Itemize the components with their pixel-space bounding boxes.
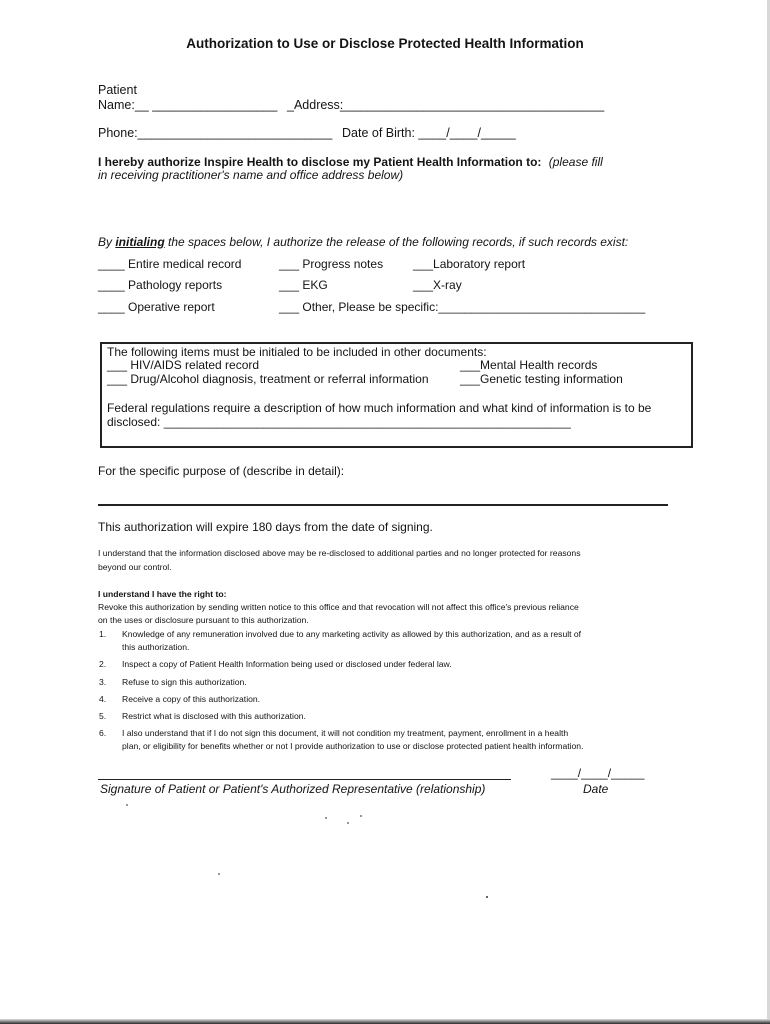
signature-date-field[interactable]: ____/____/_____ — [551, 766, 645, 780]
record-xray[interactable]: ___X-ray — [413, 278, 462, 292]
address-label: _Address: — [287, 98, 344, 112]
federal-regulations-text: Federal regulations require a description of how much information and what kind of information is to be — [107, 401, 652, 415]
scan-speck — [360, 815, 362, 817]
scan-speck — [486, 896, 488, 898]
revoke-text-continued: on the uses or disclosure pursuant to this authorization. — [98, 615, 309, 625]
purpose-label: For the specific purpose of (describe in detail): — [98, 464, 345, 478]
right-number-4: 4. — [99, 694, 107, 704]
purpose-line[interactable] — [98, 504, 668, 506]
rights-heading: I understand I have the right to: — [98, 589, 227, 599]
authorize-statement — [98, 155, 603, 169]
right-item-3: Refuse to sign this authorization. — [122, 677, 247, 687]
records-intro-post: the spaces below, I authorize the release of the following records, if such records exist: — [164, 235, 629, 249]
scan-speck — [347, 822, 349, 824]
signature-line[interactable] — [98, 779, 511, 780]
records-intro-initialing: initialing — [115, 235, 165, 249]
initial-genetic-testing[interactable]: ___Genetic testing information — [460, 372, 623, 386]
right-number-5: 5. — [99, 711, 107, 721]
revoke-text: Revoke this authorization by sending written notice to this office and that revocation will not affect this office's previous reliance — [98, 602, 579, 612]
phone-field[interactable]: Phone:____________________________ — [98, 126, 333, 140]
scan-speck — [126, 804, 128, 806]
patient-label: Patient — [98, 83, 137, 97]
authorize-note: (please fill — [548, 155, 603, 169]
disclosed-description-field[interactable]: disclosed: _____________________________________________________________ — [107, 415, 571, 429]
record-entire-medical[interactable]: ____ Entire medical record — [98, 257, 242, 271]
right-item-2: Inspect a copy of Patient Health Information being used or disclosed under federal law. — [122, 659, 452, 669]
right-number-1: 1. — [99, 629, 107, 639]
scan-edge-bottom — [0, 1019, 770, 1024]
right-item-1: Knowledge of any remuneration involved due to any marketing activity as allowed by this authorization, and as a result of — [122, 629, 582, 639]
patient-name-field[interactable]: Name:__ __________________ — [98, 98, 278, 112]
right-number-2: 2. — [99, 659, 107, 669]
right-number-6: 6. — [99, 728, 107, 738]
initial-hiv-aids[interactable]: ___ HIV/AIDS related record — [107, 358, 260, 372]
records-intro-pre: By — [98, 235, 116, 249]
authorize-statement-bold: I hereby authorize Inspire Health to disclose my Patient Health Information to: — [98, 155, 542, 169]
right-item-6: I also understand that if I do not sign this document, it will not condition my treatment, payment, enrollment in a health — [122, 728, 569, 738]
address-field[interactable]: ______________________________________ — [340, 98, 605, 112]
right-item-5: Restrict what is disclosed with this authorization. — [122, 711, 306, 721]
redisclosure-text-continued: beyond our control. — [98, 562, 172, 572]
authorize-note-continued: in receiving practitioner's name and office address below) — [98, 168, 404, 182]
record-other-specific[interactable]: ___ Other, Please be specific:_______________________________ — [279, 300, 646, 314]
right-item-4: Receive a copy of this authorization. — [122, 694, 261, 704]
record-ekg[interactable]: ___ EKG — [279, 278, 328, 292]
record-laboratory-report[interactable]: ___Laboratory report — [413, 257, 526, 271]
initial-mental-health[interactable]: ___Mental Health records — [460, 358, 598, 372]
right-item-1-continued: this authorization. — [122, 642, 190, 652]
signature-label: Signature of Patient or Patient's Authorized Representative (relationship) — [100, 782, 486, 796]
right-item-6-continued: plan, or eligibility for benefits whether or not I provide authorization to use or disclose protected patient health information. — [122, 741, 584, 751]
scan-speck — [218, 873, 220, 875]
expiration-text: This authorization will expire 180 days from the date of signing. — [98, 520, 433, 534]
document-title: Authorization to Use or Disclose Protected Health Information — [186, 36, 584, 51]
right-number-3: 3. — [99, 677, 107, 687]
box-heading: The following items must be initialed to be included in other documents: — [107, 345, 487, 359]
initial-drug-alcohol[interactable]: ___ Drug/Alcohol diagnosis, treatment or referral information — [107, 372, 429, 386]
record-progress-notes[interactable]: ___ Progress notes — [279, 257, 384, 271]
record-pathology-reports[interactable]: ____ Pathology reports — [98, 278, 223, 292]
records-intro — [98, 235, 628, 249]
redisclosure-text: I understand that the information disclosed above may be re-disclosed to additional parties and no longer protected for reasons — [98, 548, 581, 558]
date-of-birth-field[interactable]: Date of Birth: ____/____/_____ — [342, 126, 516, 140]
record-operative-report[interactable]: ____ Operative report — [98, 300, 215, 314]
scan-speck — [325, 817, 327, 819]
date-label: Date — [583, 782, 609, 796]
